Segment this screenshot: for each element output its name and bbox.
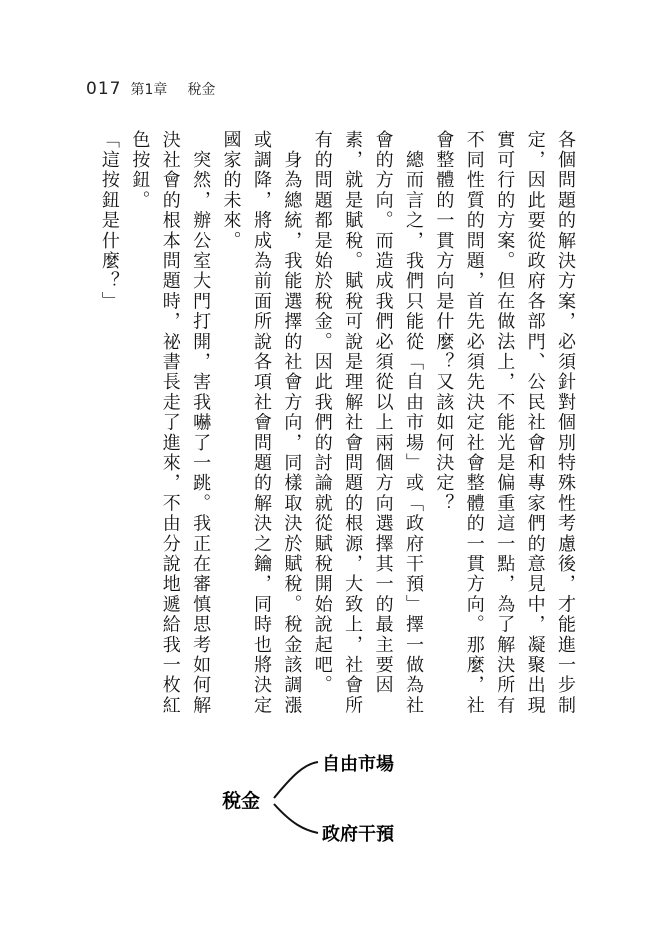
paragraph: 各個問題的解決方案，必須針對個別特殊性考慮後，才能進一步制定，因此要從政府各部門、公民社會和專家們的意見中，凝聚出現實可行的方案。但在做法上，不能光是偏重這一點，為了解決所有不同性質的問題，首先必須先決定社會整體的一貫方向。那麼，社會整體的一貫方向是什麼？又該如何決定？ — [433, 130, 576, 716]
paragraph: 身為總統，我能選擇的社會方向，同樣取決於賦稅。稅金該調漲或調降，將成為前面所說各項社會問題的解決之鑰，同時也將決定國家的未來。 — [220, 130, 303, 716]
branch-line-top — [274, 762, 318, 798]
branch-line-bottom — [274, 804, 318, 833]
vertical-body-text — [90, 130, 580, 730]
tax-branch-diagram — [200, 740, 450, 860]
page-number: 017 — [86, 79, 122, 99]
diagram-root-label: 稅金 — [222, 790, 261, 812]
paragraph: 總而言之，我們只能從「自由市場」或「政府干預」擇一做為社會的方向。而造成我們必須從以上兩個方向選擇其一的最主要因素，就是賦稅。賦稅可說是理解社會問題的根源，大致上，社會所有的問題都是始於稅金。因此我們的討論就從賦稅開始說起吧。 — [311, 130, 424, 716]
diagram-branch-bottom-label: 政府干預 — [322, 824, 394, 845]
chapter-label: 第1章 — [130, 82, 168, 98]
page-header — [86, 79, 215, 99]
chapter-title: 稅金 — [187, 82, 216, 98]
paragraph: 突然，辦公室大門打開，害我嚇了一跳。我正在審慎思考如何解決社會的根本問題時，祕書長走了進來，不由分說地遞給我一枚紅色按鈕。 — [129, 130, 212, 716]
diagram-branch-top-label: 自由市場 — [322, 754, 394, 775]
paragraph: 「這按鈕是什麼？」 — [98, 130, 120, 312]
